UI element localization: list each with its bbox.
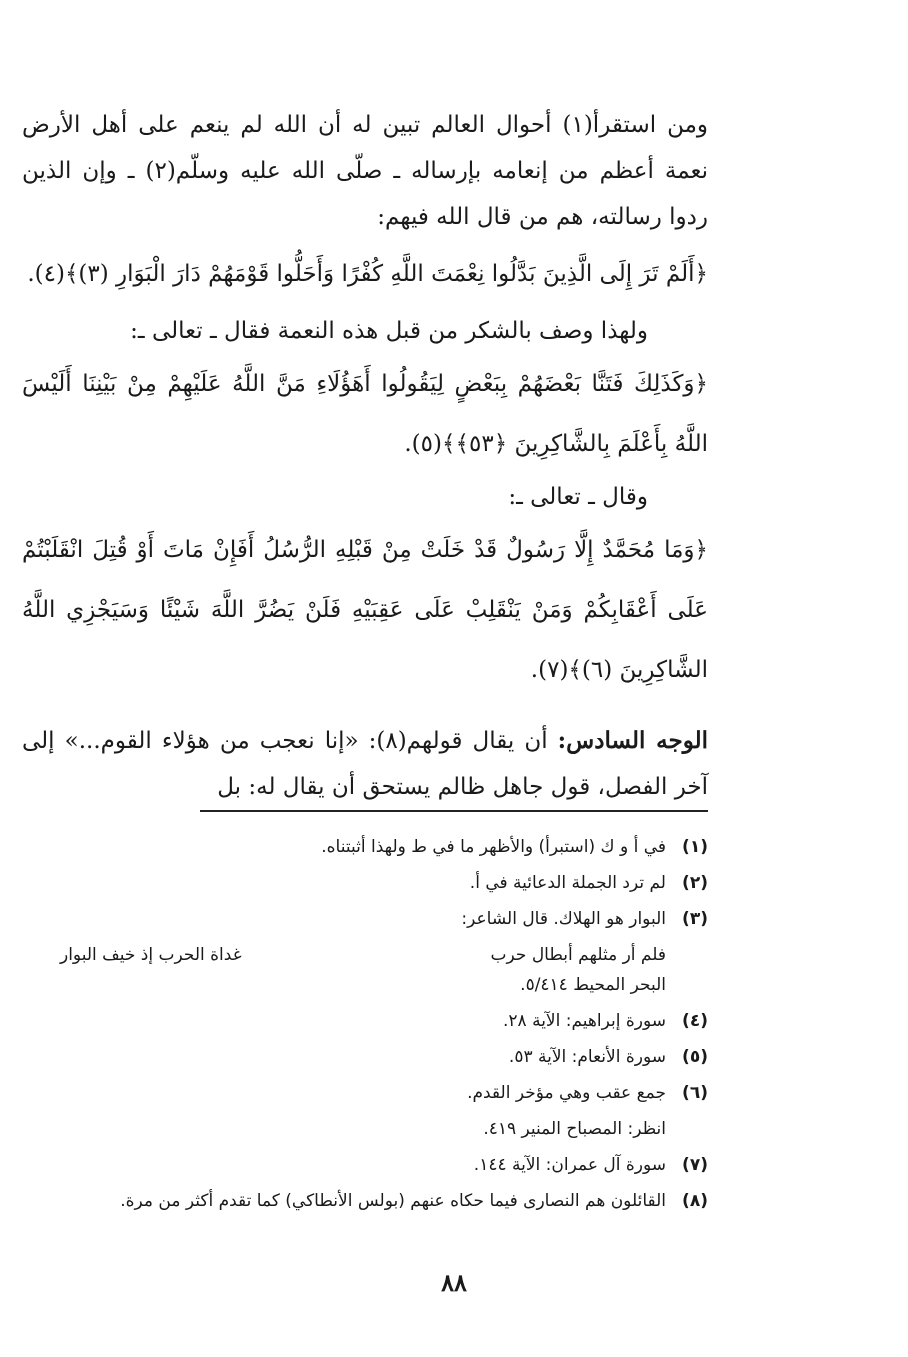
section-heading: الوجه السادس: [557, 727, 708, 754]
footnote-text: سورة إبراهيم: الآية ٢٨. [503, 1011, 666, 1031]
quran-verse-3: ﴿وَمَا مُحَمَّدٌ إِلَّا رَسُولٌ قَدْ خَلَتْ مِنْ قَبْلِهِ الرُّسُلُ أَفَإِنْ مَاتَ أَوْ قُتِلَ انْقَلَبْتُمْ عَلَى أَعْقَابِكُمْ وَمَنْ يَنْقَلِبْ عَلَى عَقِبَيْهِ فَلَنْ يَضُرَّ اللَّهَ شَيْئًا وَسَيَجْزِي اللَّهُ الشَّاكِرِينَ (٦)﴾(٧). [22, 537, 708, 683]
footnote-text: البوار هو الهلاك. قال الشاعر: [461, 909, 666, 929]
footnote-6-source: انظر: المصباح المنير ٤١٩. [483, 1119, 666, 1139]
paragraph-4-text: أن يقال قولهم(٨): «إنا نعجب من هؤلاء القوم...» إلى آخر الفصل، قول جاهل ظالم يستحق أن يقال له: بل [22, 728, 708, 800]
page-number: ٨٨ [441, 1268, 467, 1297]
poem-hemistich-1: فلم أر مثلهم أبطال حرب [490, 945, 666, 965]
quran-verse-1: ﴿أَلَمْ تَرَ إِلَى الَّذِينَ بَدَّلُوا نِعْمَتَ اللَّهِ كُفْرًا وَأَحَلُّوا قَوْمَهُمْ دَارَ الْبَوَارِ (٣)﴾(٤). [27, 261, 708, 287]
footnote-separator [200, 810, 708, 812]
poem-verse [60, 940, 708, 970]
paragraph-2: ولهذا وصف بالشكر من قبل هذه النعمة فقال ـ تعالى ـ: [130, 318, 648, 344]
footnote-3 [60, 904, 708, 934]
footnote-number: (١) [682, 837, 708, 857]
footnote-text: لم ترد الجملة الدعائية في أ. [469, 873, 666, 893]
main-text [22, 102, 708, 810]
paragraph-4 [22, 718, 708, 810]
footnote-8 [60, 1186, 708, 1216]
footnote-1 [60, 832, 708, 862]
footnote-text: سورة آل عمران: الآية ١٤٤. [473, 1155, 666, 1175]
footnote-number: (٥) [682, 1047, 708, 1067]
footnote-5 [60, 1042, 708, 1072]
footnote-text: القائلون هم النصارى فيما حكاه عنهم (بولس الأنطاكي) كما تقدم أكثر من مرة. [120, 1191, 666, 1211]
footnotes [60, 832, 708, 1222]
footnote-number: (٧) [682, 1155, 708, 1175]
footnote-6 [60, 1078, 708, 1108]
quran-verse-2: ﴿وَكَذَلِكَ فَتَنَّا بَعْضَهُمْ بِبَعْضٍ لِيَقُولُوا أَهَؤُلَاءِ مَنَّ اللَّهُ عَلَيْهِمْ مِنْ بَيْنِنَا أَلَيْسَ اللَّهُ بِأَعْلَمَ بِالشَّاكِرِينَ ﴿٥٣﴾﴾(٥). [22, 371, 708, 457]
footnote-3-source: البحر المحيط ٥/٤١٤. [520, 975, 666, 995]
footnote-text: سورة الأنعام: الآية ٥٣. [508, 1047, 666, 1067]
footnote-4 [60, 1006, 708, 1036]
footnote-number: (٣) [682, 909, 708, 929]
footnote-number: (٢) [682, 873, 708, 893]
paragraph-3: وقال ـ تعالى ـ: [508, 484, 648, 510]
poem-hemistich-2: غداة الحرب إذ خيف البوار [60, 945, 242, 965]
footnote-number: (٤) [682, 1011, 708, 1031]
footnote-number: (٨) [682, 1191, 708, 1211]
footnote-7 [60, 1150, 708, 1180]
paragraph-1: ومن استقرأ(١) أحوال العالم تبين له أن الله لم ينعم على أهل الأرض نعمة أعظم من إنعامه بإرساله ـ صلّى الله عليه وسلّم(٢) ـ وإن الذين ردوا رسالته، هم من قال الله فيهم: [22, 112, 708, 230]
footnote-text: جمع عقب وهي مؤخر القدم. [467, 1083, 666, 1103]
footnote-number: (٦) [682, 1083, 708, 1103]
footnote-text: في أ و ك (استبرأ) والأظهر ما في ط ولهذا أثبتناه. [321, 837, 666, 857]
footnote-2 [60, 868, 708, 898]
